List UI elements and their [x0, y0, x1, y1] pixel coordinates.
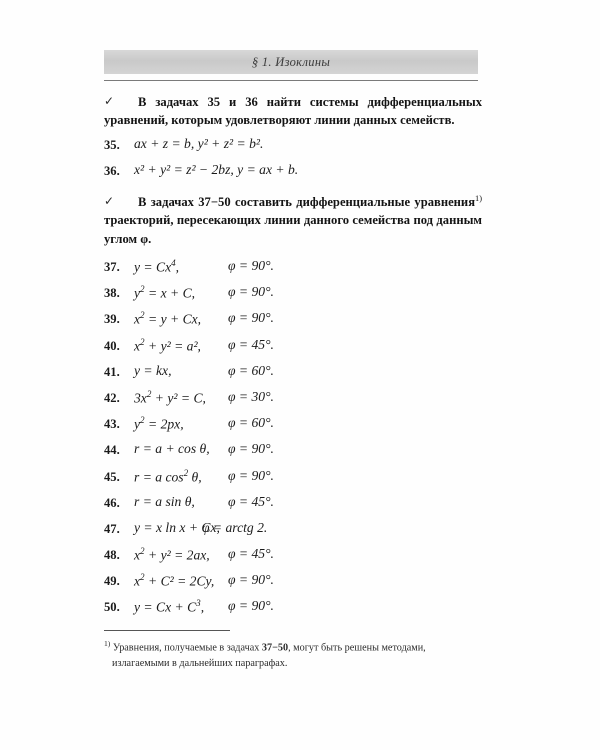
problem-equation: x² + y² = z² − 2bz, y = ax + b.	[134, 162, 299, 178]
footnote-text-a: Уравнения, получаемые в задачах	[110, 642, 262, 654]
footnote-text-b: , могут быть решены методами,	[288, 642, 426, 654]
problem-number: 39.	[104, 312, 120, 327]
problem-row	[104, 162, 484, 188]
problem-row	[104, 494, 484, 520]
problem-number: 50.	[104, 600, 120, 615]
instruction-text-1: В задачах 35 и 36 найти системы дифференциальных уравнений, которым удовлетворяют линии данных семейств.	[104, 95, 482, 128]
problem-number: 38.	[104, 286, 120, 301]
problem-angle: φ = 90°.	[228, 258, 274, 273]
instruction-block-1	[104, 93, 482, 130]
equation-exponent: 2	[183, 467, 189, 478]
problem-equation: r = a + cos θ,	[134, 441, 210, 457]
problem-equation: r = a sin θ,	[134, 493, 195, 509]
problem-angle: φ = 60°.	[228, 415, 274, 431]
problem-angle: φ = 45°.	[228, 546, 274, 562]
problem-angle: φ = 90°.	[228, 310, 274, 326]
problem-number: 48.	[104, 548, 120, 563]
problem-number: 37.	[104, 260, 120, 274]
problem-number: 44.	[104, 443, 120, 458]
problem-angle: φ = 60°.	[228, 362, 274, 378]
problem-angle: φ = 90°.	[228, 572, 274, 588]
problem-equation: $x^2 = y + Cx$,	[134, 310, 202, 327]
problem-number: 42.	[104, 390, 120, 405]
problem-angle: φ = 90°.	[228, 598, 274, 614]
problem-row	[104, 136, 484, 162]
problem-number: 40.	[104, 338, 120, 353]
problem-equation: $y^2 = x + C$,	[134, 284, 196, 301]
problem-equation: $x^2 + y^2 = a^2$,	[134, 336, 201, 354]
problem-list	[104, 258, 484, 625]
checkmark-icon: ✓	[104, 94, 115, 108]
problem-number: 35.	[104, 138, 120, 152]
equation-exponent: 2	[140, 572, 145, 583]
problem-number: 46.	[104, 495, 120, 510]
footnote-divider	[104, 630, 230, 631]
problem-angle: φ = 90°.	[228, 467, 274, 483]
instruction-text-2	[104, 193, 482, 248]
problem-equation: $y^2 = 2px$,	[134, 415, 184, 432]
problem-row	[104, 310, 484, 336]
problem-angle: φ = 45°.	[228, 493, 274, 509]
problem-equation: $3x^2 + y^2 = C$,	[134, 388, 206, 406]
problem-number: 36.	[104, 164, 120, 179]
problem-angle: φ = 30°.	[228, 388, 274, 404]
running-head-title: § 1. Изоклины	[251, 54, 331, 69]
footnote-text-line2: излагаемыми в дальнейших параграфах.	[112, 657, 288, 669]
equation-exponent: 2	[140, 336, 145, 347]
problem-row	[104, 468, 484, 494]
equation-exponent: 2	[140, 546, 145, 557]
problem-equation: y = x ln x + Cx,	[134, 519, 220, 535]
problem-angle: φ = 45°.	[228, 336, 274, 352]
problem-equation: $x^2 + C^2 = 2Cy$,	[134, 572, 215, 589]
problem-equation: $y = Cx + C^3$,	[134, 598, 205, 615]
problem-angle: φ = 90°.	[228, 441, 274, 457]
instruction-text-2-head: В задачах 37−50 составить дифференциальные уравнения	[138, 195, 476, 210]
header-divider	[104, 80, 478, 81]
problem-equation: y = kx,	[134, 362, 172, 378]
equation-exponent: 2	[140, 284, 145, 295]
footnote-marker: 1)	[104, 639, 111, 648]
checkmark-icon: ✓	[104, 194, 115, 208]
equation-exponent: 2	[140, 310, 145, 321]
problem-number: 45.	[104, 469, 120, 484]
problem-number: 43.	[104, 417, 120, 432]
problem-row	[104, 337, 484, 363]
problem-row	[104, 441, 484, 467]
problem-row	[104, 363, 484, 389]
problem-number: 49.	[104, 574, 120, 589]
problem-row	[104, 258, 484, 284]
problem-row	[104, 284, 484, 310]
footnote-reference: 1)	[475, 194, 482, 203]
equation-exponent: 2	[146, 388, 152, 399]
problem-angle: φ = 90°.	[228, 284, 274, 300]
instruction-block-2	[104, 193, 482, 248]
equation-exponent: 4	[171, 258, 176, 268]
problem-row	[104, 520, 484, 546]
problem-row	[104, 598, 484, 624]
problem-angle: φ = arctg 2.	[202, 519, 268, 535]
problem-row	[104, 546, 484, 572]
problem-row	[104, 415, 484, 441]
equation-exponent: 3	[196, 598, 201, 609]
problem-list-pre	[104, 136, 484, 188]
problem-equation: ax + z = b, y² + z² = b².	[134, 136, 264, 151]
problem-row	[104, 389, 484, 415]
footnote	[104, 638, 482, 671]
problem-number: 41.	[104, 364, 120, 379]
footnote-range: 37−50	[261, 642, 289, 654]
equation-exponent: 2	[140, 415, 145, 426]
problem-equation: $y = Cx^4$,	[134, 258, 180, 275]
problem-number: 47.	[104, 521, 120, 536]
problem-equation: r = a $\cos^2 \theta$,	[134, 467, 202, 485]
problem-equation: $x^2 + y^2 = 2ax$,	[134, 546, 210, 563]
instruction-text-2-tail: траекторий, пересекающих линии данного семейства под данным углом φ.	[104, 213, 482, 246]
problem-row	[104, 572, 484, 598]
